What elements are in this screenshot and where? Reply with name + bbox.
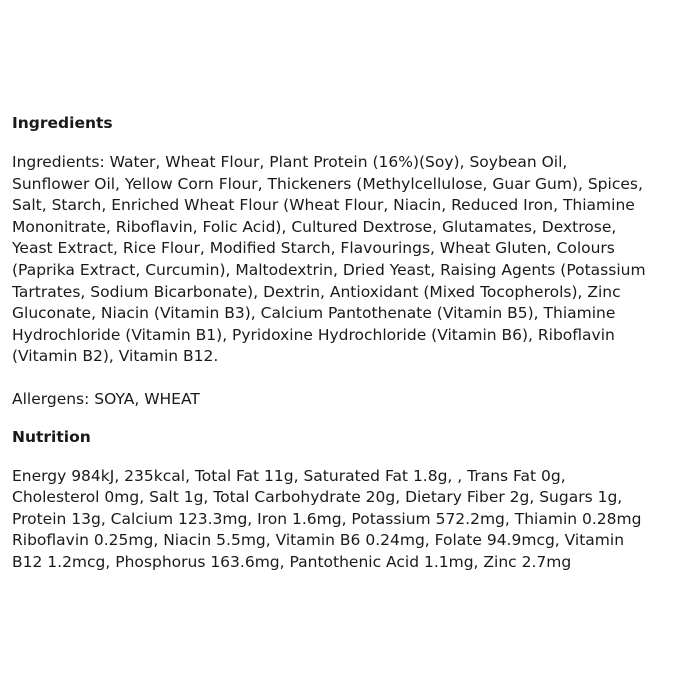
- ingredients-heading: Ingredients: [12, 114, 113, 132]
- nutrition-line: Protein 13g, Calcium 123.3mg, Iron 1.6mg, Potassium 572.2mg, Thiamin 0.28mg: [12, 509, 642, 528]
- ingredients-line: Gluconate, Niacin (Vitamin B3), Calcium Pantothenate (Vitamin B5), Thiamine: [12, 304, 616, 323]
- nutrition-text: [12, 466, 692, 574]
- ingredients-text: [12, 152, 692, 368]
- nutrition-line: B12 1.2mcg, Phosphorus 163.6mg, Pantothenic Acid 1.1mg, Zinc 2.7mg: [12, 552, 572, 571]
- nutrition-line: Riboflavin 0.25mg, Niacin 5.5mg, Vitamin B6 0.24mg, Folate 94.9mcg, Vitamin: [12, 531, 625, 550]
- ingredients-line: (Paprika Extract, Curcumin), Maltodextrin, Dried Yeast, Raising Agents (Potassium: [12, 260, 646, 279]
- nutrition-heading: Nutrition: [12, 427, 91, 446]
- nutrition-line: Cholesterol 0mg, Salt 1g, Total Carbohydrate 20g, Dietary Fiber 2g, Sugars 1g,: [12, 488, 623, 507]
- ingredients-line: Yeast Extract, Rice Flour, Modified Starch, Flavourings, Wheat Gluten, Colours: [12, 239, 615, 258]
- ingredients-line: Tartrates, Sodium Bicarbonate), Dextrin, Antioxidant (Mixed Tocopherols), Zinc: [12, 282, 621, 301]
- ingredients-line: Ingredients: Water, Wheat Flour, Plant Protein (16%)(Soy), Soybean Oil,: [12, 153, 568, 171]
- ingredients-line: Mononitrate, Riboflavin, Folic Acid), Cultured Dextrose, Glutamates, Dextrose,: [12, 217, 617, 236]
- allergens-text: Allergens: SOYA, WHEAT: [12, 389, 200, 408]
- product-info-panel: [12, 112, 692, 574]
- ingredients-line: (Vitamin B2), Vitamin B12.: [12, 347, 219, 366]
- ingredients-line: Hydrochloride (Vitamin B1), Pyridoxine Hydrochloride (Vitamin B6), Riboflavin: [12, 325, 615, 344]
- ingredients-line: Salt, Starch, Enriched Wheat Flour (Wheat Flour, Niacin, Reduced Iron, Thiamine: [12, 196, 635, 215]
- nutrition-line: Energy 984kJ, 235kcal, Total Fat 11g, Saturated Fat 1.8g, , Trans Fat 0g,: [12, 466, 566, 485]
- ingredients-line: Sunflower Oil, Yellow Corn Flour, Thickeners (Methylcellulose, Guar Gum), Spices,: [12, 174, 643, 193]
